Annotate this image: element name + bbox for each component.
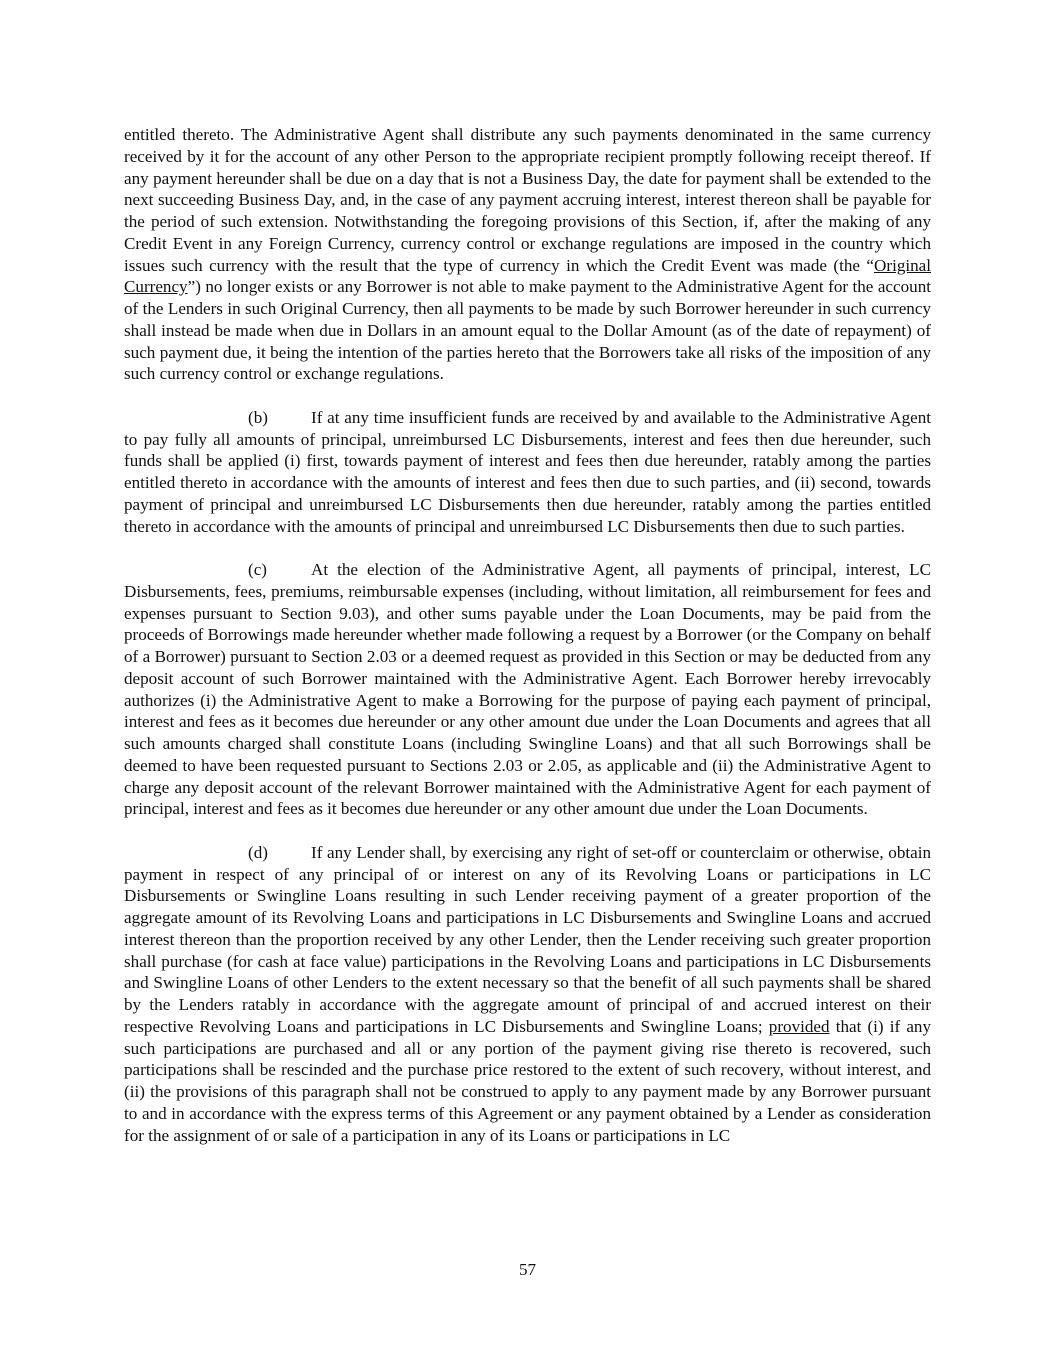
paragraph-d-text-1: If any Lender shall, by exercising any right of set-off or counterclaim or otherwise, obtain payment in respect of any principal of or interest on any of its Revolving Loans or participations in LC Disbursements or Swingline Loans resulting in such Lender receiving payment of a greater proportion of the aggregate amount of its Revolving Loans and participations in LC Disbursements and Swingline Loans and accrued interest thereon than the proportion received by any other Lender, then the Lender receiving such greater proportion shall purchase (for cash at face value) participations in the Revolving Loans and participations in LC Disbursements and Swingline Loans of other Lenders to the extent necessary so that the benefit of all such payments shall be shared by the Lenders ratably in accordance with the aggregate amount of principal of and accrued interest on their respective Revolving Loans and participations in LC Disbursements and Swingline Loans;: [124, 842, 931, 1036]
paragraph-c: [124, 559, 931, 820]
defined-term-original-currency: Original Currency: [124, 255, 931, 297]
paragraph-d-label: (d): [248, 842, 268, 862]
page-number: 57: [518, 1260, 537, 1279]
paragraph-c-text: At the election of the Administrative Agent, all payments of principal, interest, LC Disbursements, fees, premiums, reimbursable expenses (including, without limitation, all reimbursement for fees and expenses pursuant to Section 9.03), and other sums payable under the Loan Documents, may be paid from the proceeds of Borrowings made hereunder whether made following a request by a Borrower (or the Company on behalf of a Borrower) pursuant to Section 2.03 or a deemed request as provided in this Section or may be deducted from any deposit account of such Borrower maintained with the Administrative Agent. Each Borrower hereby irrevocably authorizes (i) the Administrative Agent to make a Borrowing for the purpose of paying each payment of principal, interest and fees as it becomes due hereunder or any other amount due under the Loan Documents and agrees that all such amounts charged shall constitute Loans (including Swingline Loans) and that all such Borrowings shall be deemed to have been requested pursuant to Sections 2.03 or 2.05, as applicable and (ii) the Administrative Agent to charge any deposit account of the relevant Borrower maintained with the Administrative Agent for each payment of principal, interest and fees as it becomes due hereunder or any other amount due under the Loan Documents.: [124, 560, 931, 819]
paragraph-b: [124, 407, 931, 538]
continuation-text-1: entitled thereto. The Administrative Agent shall distribute any such payments denominated in the same currency received by it for the account of any other Person to the appropriate recipient promptly following receipt thereof. If any payment hereunder shall be due on a day that is not a Business Day, the date for payment shall be extended to the next succeeding Business Day, and, in the case of any payment accruing interest, interest thereon shall be payable for the period of such extension. Notwithstanding the foregoing provisions of this Section, if, after the making of any Credit Event in any Foreign Currency, currency control or exchange regulations are imposed in the country which issues such currency with the result that the type of currency in which the Credit Event was made (the “: [124, 125, 931, 275]
paragraph-d-text-2: that (i) if any such participations are purchased and all or any portion of the payment giving rise thereto is recovered, such participations shall be rescinded and the purchase price restored to the extent of such recovery, without interest, and (ii) the provisions of this paragraph shall not be construed to apply to any payment made by any Borrower pursuant to and in accordance with the express terms of this Agreement or any payment obtained by a Lender as consideration for the assignment of or sale of a participation in any of its Loans or participations in LC: [124, 1016, 932, 1145]
continuation-text-2: ”) no longer exists or any Borrower is not able to make payment to the Administrative Agent for the account of the Lenders in such Original Currency, then all payments to be made by such Borrower hereunder in such currency shall instead be made when due in Dollars in an amount equal to the Dollar Amount (as of the date of repayment) of such payment due, it being the intention of the parties hereto that the Borrowers take all risks of the imposition of any such currency control or exchange regulations.: [124, 277, 931, 384]
provided-term: provided: [768, 1016, 830, 1036]
paragraph-b-label: (b): [248, 407, 268, 427]
paragraph-b-text: If at any time insufficient funds are received by and available to the Administrative Agent to pay fully all amounts of principal, unreimbursed LC Disbursements, interest and fees then due hereunder, such funds shall be applied (i) first, towards payment of interest and fees then due hereunder, ratably among the parties entitled thereto in accordance with the amounts of interest and fees then due to such parties, and (ii) second, towards payment of principal and unreimbursed LC Disbursements then due hereunder, ratably among the parties entitled thereto in accordance with the amounts of principal and unreimbursed LC Disbursements then due to such parties.: [124, 407, 931, 536]
paragraph-continuation: [124, 124, 931, 385]
paragraph-c-label: (c): [248, 560, 267, 579]
document-body: [124, 124, 931, 1146]
paragraph-d: [124, 842, 931, 1147]
